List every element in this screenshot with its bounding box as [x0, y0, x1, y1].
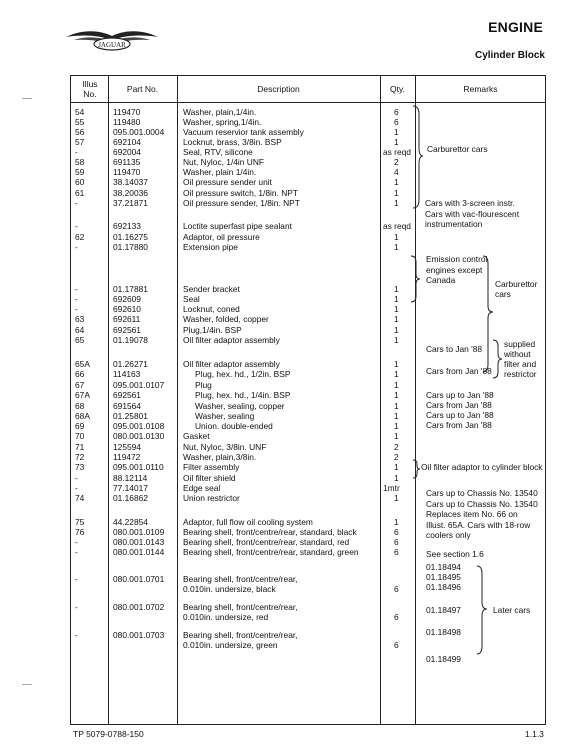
row-qty: 6 — [394, 107, 399, 117]
row-qty: 4 — [394, 167, 399, 177]
remark-brace — [491, 338, 505, 380]
remark-brace — [409, 254, 423, 304]
column-divider — [380, 76, 381, 724]
row-illus-no: 63 — [75, 314, 85, 324]
row-illus-no: - — [75, 284, 78, 294]
row-qty: 6 — [394, 584, 399, 594]
row-qty: 6 — [394, 612, 399, 622]
row-illus-no: - — [75, 304, 78, 314]
row-description: Extension pipe — [183, 242, 238, 252]
row-part-no: 080.001.0143 — [113, 537, 165, 547]
row-description: Plug,1/4in. BSP — [183, 325, 242, 335]
row-description: Sender bracket — [183, 284, 240, 294]
row-part-no: 125594 — [113, 442, 141, 452]
row-qty: 1 — [394, 401, 399, 411]
row-description: Adaptor, oil pressure — [183, 232, 260, 242]
row-part-no: 095.001.0108 — [113, 421, 165, 431]
row-part-no: 080.001.0144 — [113, 547, 165, 557]
row-qty: 1 — [394, 359, 399, 369]
row-illus-no: - — [75, 221, 78, 231]
row-illus-no: 73 — [75, 462, 85, 472]
row-illus-no: 62 — [75, 232, 85, 242]
header-part-no: Part No. — [126, 84, 159, 94]
row-qty: 2 — [394, 442, 399, 452]
row-illus-no: 61 — [75, 188, 85, 198]
row-description: Washer, sealing, copper — [195, 401, 285, 411]
remark-text: Oil filter adaptor to cylinder block — [421, 462, 543, 472]
row-part-no: 77.14017 — [113, 483, 148, 493]
row-description: Vacuum reservior tank assembly — [183, 127, 304, 137]
row-part-no: 119480 — [113, 117, 141, 127]
row-qty: as reqd — [383, 147, 411, 157]
row-part-no: 01.16275 — [113, 232, 148, 242]
row-description: Locknut, coned — [183, 304, 240, 314]
row-qty: 1 — [394, 517, 399, 527]
remark-text: 01.18499 — [426, 654, 461, 664]
row-illus-no: - — [75, 294, 78, 304]
row-part-no: 88.12114 — [113, 473, 148, 483]
remark-text: 01.18498 — [426, 627, 461, 637]
row-description: Washer, plain,3/8in. — [183, 452, 257, 462]
row-illus-no: - — [75, 630, 78, 640]
row-description: Loctite superfast pipe sealant — [183, 221, 292, 231]
remark-text: Cars up to Chassis No. 13540 — [426, 488, 538, 498]
scan-mark — [22, 684, 32, 685]
row-illus-no: 75 — [75, 517, 85, 527]
row-part-no: 38.14037 — [113, 177, 148, 187]
row-illus-no: 68 — [75, 401, 85, 411]
row-description: Washer, plain 1/4in. — [183, 167, 257, 177]
row-illus-no: 71 — [75, 442, 85, 452]
scan-mark — [22, 98, 32, 99]
page-title: ENGINE — [488, 19, 543, 35]
row-illus-no: 67 — [75, 380, 85, 390]
row-qty: 6 — [394, 537, 399, 547]
row-part-no: 692561 — [113, 390, 141, 400]
row-qty: 1 — [394, 232, 399, 242]
row-part-no: 692611 — [113, 314, 141, 324]
remark-text: Cars with 3-screen instr. — [425, 198, 515, 208]
row-part-no: 119470 — [113, 167, 141, 177]
row-qty: 1 — [394, 198, 399, 208]
row-part-no: 01.25801 — [113, 411, 148, 421]
row-description: Plug, hex. hd., 1/4in. BSP — [195, 390, 291, 400]
row-qty: 1 — [394, 127, 399, 137]
remark-text: Cars from Jan '88 — [426, 400, 492, 410]
row-description-line2: 0.010in. undersize, green — [183, 640, 278, 650]
row-illus-no: - — [75, 574, 78, 584]
remark-text: supplied — [504, 339, 536, 349]
remark-text: Cars from Jan '88 — [426, 420, 492, 430]
remark-text: Cars up to Jan '88 — [426, 390, 494, 400]
row-qty: 1 — [394, 421, 399, 431]
row-description: Oil filter adaptor assembly — [183, 359, 280, 369]
remark-text: Canada — [426, 275, 456, 285]
remark-text: 01.18497 — [426, 605, 461, 615]
row-part-no: 01.19078 — [113, 335, 148, 345]
row-qty: 1 — [394, 294, 399, 304]
row-description: Bearing shell, front/centre/rear, standard, green — [183, 547, 359, 557]
row-part-no: 080.001.0130 — [113, 431, 165, 441]
row-part-no: 119470 — [113, 107, 141, 117]
row-description: Nut, Nyloc, 3/8in. UNF — [183, 442, 267, 452]
row-description: Gasket — [183, 431, 210, 441]
row-qty: 6 — [394, 527, 399, 537]
row-part-no: 691135 — [113, 157, 141, 167]
row-description: Adaptor, full flow oil cooling system — [183, 517, 313, 527]
row-description: Filter assembly — [183, 462, 240, 472]
row-qty: 1mtr — [383, 483, 400, 493]
row-part-no: 080.001.0703 — [113, 630, 165, 640]
remark-text: 01.18495 — [426, 572, 461, 582]
row-qty: 1 — [394, 242, 399, 252]
row-part-no: 692609 — [113, 294, 141, 304]
row-description: Bearing shell, front/centre/rear, standard, red — [183, 537, 350, 547]
row-part-no: 080.001.0702 — [113, 602, 165, 612]
row-part-no: 692104 — [113, 137, 141, 147]
remark-text: Cars with vac-flourescent — [425, 209, 520, 219]
row-qty: 2 — [394, 157, 399, 167]
row-description: Washer, spring,1/4in. — [183, 117, 262, 127]
row-illus-no: 67A — [75, 390, 90, 400]
row-part-no: 01.17881 — [113, 284, 148, 294]
row-part-no: 691564 — [113, 401, 141, 411]
remark-text: 01.18496 — [426, 582, 461, 592]
row-qty: 1 — [394, 473, 399, 483]
row-description: Union restrictor — [183, 493, 240, 503]
row-description: Bearing shell, front/centre/rear, standard, black — [183, 527, 357, 537]
svg-text:JAGUAR: JAGUAR — [98, 41, 126, 49]
remark-text: instrumentation — [425, 219, 483, 229]
row-part-no: 692610 — [113, 304, 141, 314]
row-illus-no: 70 — [75, 431, 85, 441]
row-illus-no: 66 — [75, 369, 85, 379]
row-illus-no: - — [75, 242, 78, 252]
row-description: Edge seal — [183, 483, 221, 493]
row-qty: 1 — [394, 284, 399, 294]
row-illus-no: 59 — [75, 167, 85, 177]
remark-text: restrictor — [504, 369, 537, 379]
row-illus-no: - — [75, 198, 78, 208]
page-subtitle: Cylinder Block — [474, 50, 545, 61]
row-part-no: 692133 — [113, 221, 141, 231]
row-part-no: 095.001.0110 — [113, 462, 164, 472]
row-description-line2: 0.010in. undersize, red — [183, 612, 269, 622]
row-illus-no: 65 — [75, 335, 85, 345]
column-divider — [177, 76, 178, 724]
row-part-no: 38.20036 — [113, 188, 148, 198]
row-qty: 1 — [394, 137, 399, 147]
row-part-no: 080.001.0109 — [113, 527, 165, 537]
row-description: Oil pressure sender unit — [183, 177, 272, 187]
header-illus: Illus No. — [82, 79, 98, 99]
row-qty: 1 — [394, 380, 399, 390]
row-description: Seal, RTV, silicone — [183, 147, 253, 157]
row-part-no: 119472 — [113, 452, 141, 462]
row-description: Oil filter shield — [183, 473, 236, 483]
row-part-no: 114163 — [113, 369, 141, 379]
row-qty: 1 — [394, 335, 399, 345]
row-illus-no: 72 — [75, 452, 85, 462]
row-description-line2: 0.010in. undersize, black — [183, 584, 276, 594]
remark-text: Carburettor cars — [427, 144, 488, 154]
row-description: Oil filter adaptor assembly — [183, 335, 280, 345]
remark-text: See section 1.6 — [426, 549, 484, 559]
row-illus-no: 65A — [75, 359, 90, 369]
row-description: Nut, Nyloc, 1/4in UNF — [183, 157, 264, 167]
remark-text: engines except — [426, 265, 483, 275]
row-description: Plug — [195, 380, 212, 390]
row-description: Locknut, brass, 3/8in. BSP — [183, 137, 282, 147]
remark-text: Cars from Jan '88 — [426, 366, 492, 376]
header-qty: Qty. — [390, 84, 405, 94]
jaguar-logo — [64, 24, 160, 54]
row-qty: 1 — [394, 188, 399, 198]
row-illus-no: 68A — [75, 411, 90, 421]
remark-brace — [475, 564, 489, 656]
remark-brace — [411, 458, 421, 480]
row-description: Union. double-ended — [195, 421, 273, 431]
row-part-no: 080.001.0701 — [113, 574, 165, 584]
row-illus-no: - — [75, 537, 78, 547]
header-remarks: Remarks — [463, 84, 498, 94]
row-illus-no: - — [75, 483, 78, 493]
row-illus-no: - — [75, 473, 78, 483]
row-qty: 6 — [394, 117, 399, 127]
row-illus-no: - — [75, 602, 78, 612]
row-illus-no: 64 — [75, 325, 85, 335]
footer-doc-number: TP 5079-0788-150 — [73, 729, 144, 739]
row-part-no: 01.17880 — [113, 242, 148, 252]
row-description: Oil pressure switch, 1/8in. NPT — [183, 188, 298, 198]
row-description: Plug, hex. hd., 1/2in. BSP — [195, 369, 291, 379]
row-part-no: 01.26271 — [113, 359, 148, 369]
row-part-no: 692004 — [113, 147, 141, 157]
row-description: Washer, sealing — [195, 411, 255, 421]
remark-text: Carburettor — [495, 279, 538, 289]
row-description: Bearing shell, front/centre/rear, — [183, 602, 298, 612]
row-part-no: 692561 — [113, 325, 141, 335]
row-description: Washer, folded, copper — [183, 314, 269, 324]
row-illus-no: 54 — [75, 107, 85, 117]
row-illus-no: 74 — [75, 493, 85, 503]
row-qty: 1 — [394, 177, 399, 187]
row-qty: 1 — [394, 390, 399, 400]
row-qty: 1 — [394, 325, 399, 335]
row-description: Bearing shell, front/centre/rear, — [183, 630, 298, 640]
row-qty: 1 — [394, 369, 399, 379]
remark-text: without — [504, 349, 531, 359]
row-qty: 1 — [394, 304, 399, 314]
row-part-no: 095.001.0107 — [113, 380, 165, 390]
row-description: Seal — [183, 294, 200, 304]
row-illus-no: - — [75, 147, 78, 157]
row-part-no: 44.22854 — [113, 517, 148, 527]
row-illus-no: 69 — [75, 421, 85, 431]
row-part-no: 095.001.0004 — [113, 127, 165, 137]
remark-text: Cars to Jan '88 — [426, 344, 483, 354]
row-part-no: 37.21871 — [113, 198, 148, 208]
row-qty: 1 — [394, 431, 399, 441]
remark-text: Illust. 65A. Cars with 18-row — [426, 520, 531, 530]
header-description: Description — [257, 84, 300, 94]
row-qty: 1 — [394, 493, 399, 503]
row-qty: as reqd — [383, 221, 411, 231]
row-illus-no: 55 — [75, 117, 85, 127]
row-illus-no: 58 — [75, 157, 85, 167]
column-divider — [108, 76, 109, 724]
remark-text: 01.18494 — [426, 562, 461, 572]
row-description: Washer, plain,1/4in. — [183, 107, 257, 117]
remark-text: Later cars — [493, 605, 531, 615]
parts-table — [70, 75, 546, 725]
remark-text: Cars up to Jan '88 — [426, 410, 494, 420]
row-illus-no: 76 — [75, 527, 85, 537]
remark-text: Emission control — [426, 254, 488, 264]
row-qty: 1 — [394, 462, 399, 472]
row-part-no: 01.16862 — [113, 493, 148, 503]
row-description: Bearing shell, front/centre/rear, — [183, 574, 298, 584]
remark-text: coolers only — [426, 530, 471, 540]
row-illus-no: - — [75, 547, 78, 557]
remark-brace — [411, 104, 425, 214]
row-qty: 1 — [394, 314, 399, 324]
row-illus-no: 57 — [75, 137, 85, 147]
header-divider — [71, 102, 545, 103]
row-illus-no: 56 — [75, 127, 85, 137]
remark-text: filter and — [504, 359, 537, 369]
row-qty: 6 — [394, 547, 399, 557]
row-description: Oil pressure sender, 1/8in. NPT — [183, 198, 300, 208]
remark-text: cars — [495, 289, 511, 299]
remark-text: Cars up to Chassis No. 13540 — [426, 499, 538, 509]
row-qty: 2 — [394, 452, 399, 462]
footer-page-number: 1.1.3 — [525, 729, 544, 739]
row-qty: 6 — [394, 640, 399, 650]
row-illus-no: 60 — [75, 177, 85, 187]
row-qty: 1 — [394, 411, 399, 421]
remark-text: Replaces item No. 66 on — [426, 509, 518, 519]
